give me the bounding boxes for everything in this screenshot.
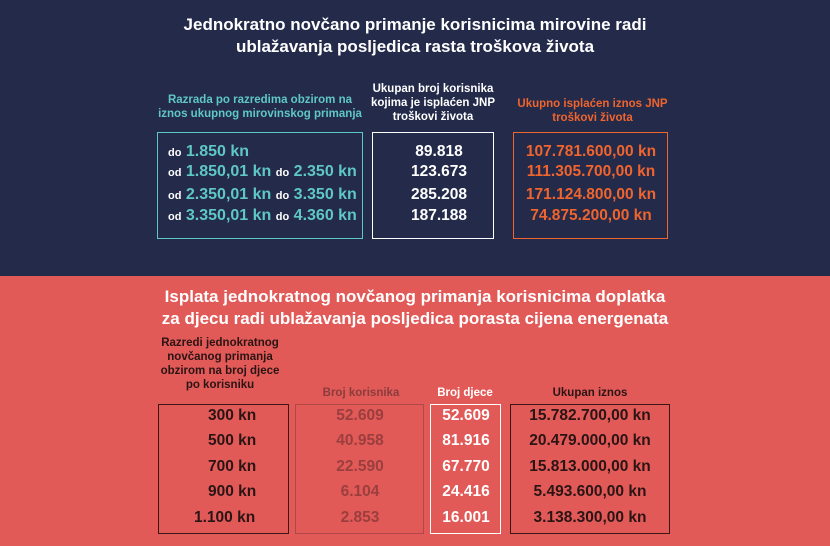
pension-users-value: 89.818 [415,143,463,160]
child-users-header: Broj korisnika [322,387,400,399]
child-kids-value: 67.770 [442,458,490,475]
child-amount-value: 500 kn [208,432,257,449]
pension-total-value: 111.305.700,00 kn [526,163,656,180]
pension-title: Jednokratno novčano primanje korisnicima mirovine radi ublažavanja posljedica rasta troškova života [183,15,647,56]
child-total-value: 5.493.600,00 kn [533,483,647,500]
pension-total-value: 107.781.600,00 kn [525,143,657,160]
pension-range-row: od 3.350,01 kn do 4.360 kn [168,207,357,224]
child-allowance-title: Isplata jednokratnog novčanog primanja korisnicima doplatka za djecu radi ublažavanja posljedica porasta cijena energenata [161,287,669,328]
child-amount-value: 1.100 kn [194,509,256,526]
child-amount-value: 700 kn [208,458,257,475]
pension-range-row: do 1.850 kn [168,143,250,160]
child-kids-value: 24.416 [442,483,490,500]
child-amount-value: 300 kn [208,407,257,424]
child-kids-value: 16.001 [442,509,490,526]
child-total-value: 3.138.300,00 kn [533,509,647,526]
pension-total-value: 171.124.800,00 kn [525,186,657,203]
child-users-value: 22.590 [336,458,384,475]
child-kids-value: 81.916 [442,432,490,449]
pension-users-value: 187.188 [410,207,468,224]
pension-users-header: Ukupan broj korisnika kojima je isplaćen JNP troškovi života [370,83,495,123]
child-users-value: 6.104 [340,483,380,500]
child-users-value: 2.853 [340,509,380,526]
pension-users-value: 123.673 [410,163,468,180]
child-total-value: 15.813.000,00 kn [529,458,651,475]
child-amount-header: Razredi jednokratnog novčanog primanja obzirom na broj djece po korisniku [160,337,280,391]
child-users-value: 40.958 [336,432,384,449]
pension-users-value: 285.208 [410,186,468,203]
pension-total-header: Ukupno isplaćen iznos JNP troškovi života [517,98,668,124]
pension-range-row: od 2.350,01 kn do 3.350 kn [168,186,357,203]
child-kids-value: 52.609 [442,407,490,424]
child-amount-value: 900 kn [208,483,257,500]
child-users-value: 52.609 [336,407,384,424]
child-total-value: 15.782.700,00 kn [529,407,651,424]
child-kids-header: Broj djece [437,387,493,399]
child-total-value: 20.479.000,00 kn [529,432,651,449]
pension-total-value: 74.875.200,00 kn [530,207,652,224]
child-total-header: Ukupan iznos [552,387,628,399]
pension-range-header: Razrada po razredima obzirom na iznos ukupnog mirovinskog primanja [158,94,362,120]
pension-range-row: od 1.850,01 kn do 2.350 kn [168,163,357,180]
